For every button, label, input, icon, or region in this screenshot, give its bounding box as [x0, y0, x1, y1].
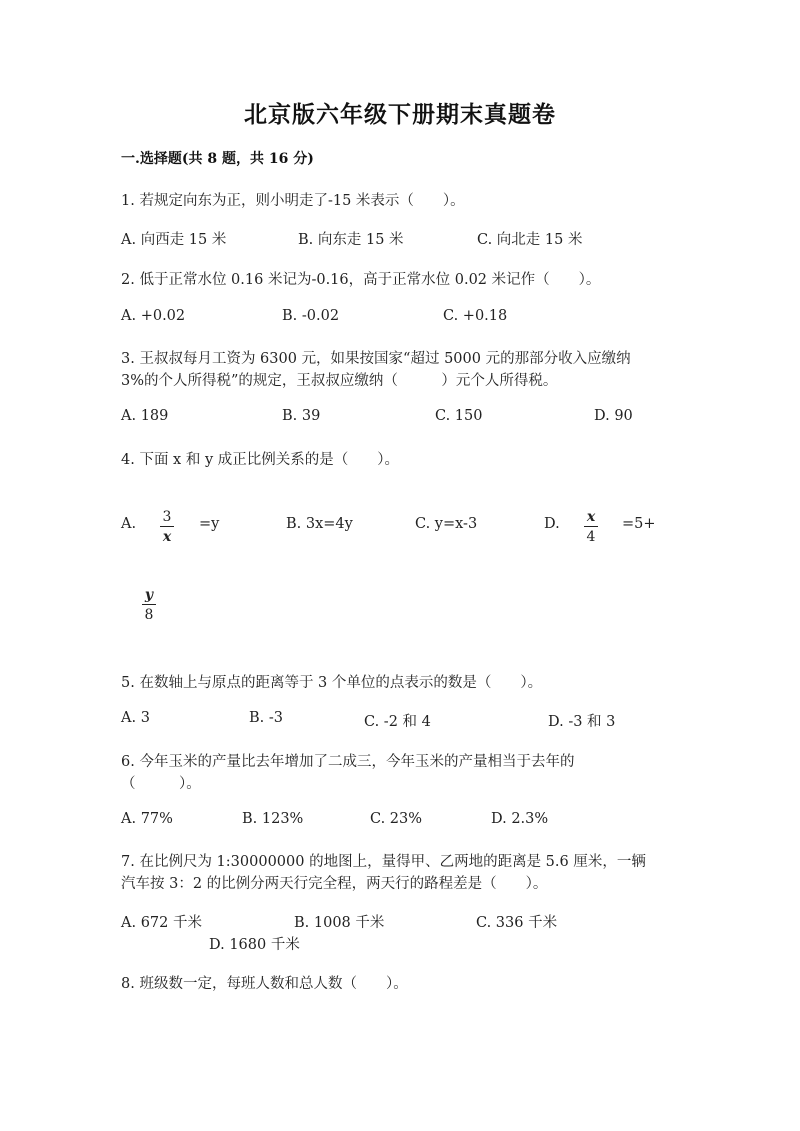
page-title: 北京版六年级下册期末真题卷	[244, 101, 556, 128]
q3-option-a: A. 189	[121, 408, 169, 424]
q4-option-a-label: A.	[121, 516, 137, 532]
q7-option-d: D. 1680 千米	[209, 937, 300, 953]
q5-option-a: A. 3	[121, 710, 150, 726]
question-7-line-2: 汽车按 3：2 的比例分两天行完全程，两天行的路程差是（ ）。	[121, 876, 548, 892]
question-4: 4. 下面 x 和 y 成正比例关系的是（ ）。	[121, 452, 399, 468]
q5-option-b: B. -3	[249, 710, 283, 726]
question-8: 8. 班级数一定，每班人数和总人数（ ）。	[121, 976, 408, 992]
question-2: 2. 低于正常水位 0.16 米记为-0.16，高于正常水位 0.02 米记作（ ）。	[121, 272, 601, 288]
q4-option-d-denominator: 4	[586, 529, 596, 545]
q3-option-d: D. 90	[594, 408, 633, 424]
q2-option-c: C. +0.18	[443, 308, 508, 324]
q4-option-d-denominator-2: 8	[144, 607, 154, 623]
q2-option-b: B. -0.02	[282, 308, 340, 324]
q1-option-c: C. 向北走 15 米	[477, 232, 583, 248]
q4-option-b: B. 3x=4y	[286, 516, 353, 532]
q4-option-d-numerator: x	[586, 509, 596, 525]
q6-option-a: A. 77%	[121, 811, 173, 827]
question-6-line-2: （ ）。	[121, 776, 201, 792]
q4-option-a-rest: =y	[199, 516, 220, 532]
section-heading: 一.选择题(共 8 题，共 16 分)	[121, 151, 314, 167]
q2-option-a: A. +0.02	[121, 308, 186, 324]
q1-option-b: B. 向东走 15 米	[298, 232, 404, 248]
question-1: 1. 若规定向东为正，则小明走了-15 米表示（ ）。	[121, 193, 465, 209]
question-3-line-1: 3. 王叔叔每月工资为 6300 元，如果按国家“超过 5000 元的那部分收入应缴纳	[121, 351, 631, 367]
q4-option-a-numerator: 3	[162, 509, 172, 525]
q4-option-a-denominator: x	[162, 529, 172, 545]
q3-option-b: B. 39	[282, 408, 321, 424]
question-7-line-1: 7. 在比例尺为 1:30000000 的地图上，量得甲、乙两地的距离是 5.6 厘米，一辆	[121, 854, 646, 870]
q4-option-d-fraction	[584, 510, 598, 544]
q4-option-d-numerator-2: y	[144, 587, 154, 603]
question-3-line-2: 3%的个人所得税”的规定，王叔叔应缴纳（ ）元个人所得税。	[121, 373, 558, 389]
q5-option-d: D. -3 和 3	[548, 714, 616, 730]
q7-option-a: A. 672 千米	[121, 915, 202, 931]
q4-option-d-fraction-2	[142, 588, 156, 622]
q7-option-b: B. 1008 千米	[294, 915, 385, 931]
q7-option-c: C. 336 千米	[476, 915, 558, 931]
q6-option-c: C. 23%	[370, 811, 423, 827]
question-6-line-1: 6. 今年玉米的产量比去年增加了二成三，今年玉米的产量相当于去年的	[121, 754, 575, 770]
q5-option-c: C. -2 和 4	[364, 714, 431, 730]
q6-option-d: D. 2.3%	[491, 811, 549, 827]
question-5: 5. 在数轴上与原点的距离等于 3 个单位的点表示的数是（ ）。	[121, 675, 543, 691]
q4-option-d-label: D.	[544, 516, 560, 532]
q4-option-d-rest: =5+	[622, 516, 656, 532]
q1-option-a: A. 向西走 15 米	[121, 232, 227, 248]
q4-option-c: C. y=x-3	[415, 516, 478, 532]
q3-option-c: C. 150	[435, 408, 483, 424]
q4-option-a-fraction	[160, 510, 174, 544]
q6-option-b: B. 123%	[242, 811, 304, 827]
